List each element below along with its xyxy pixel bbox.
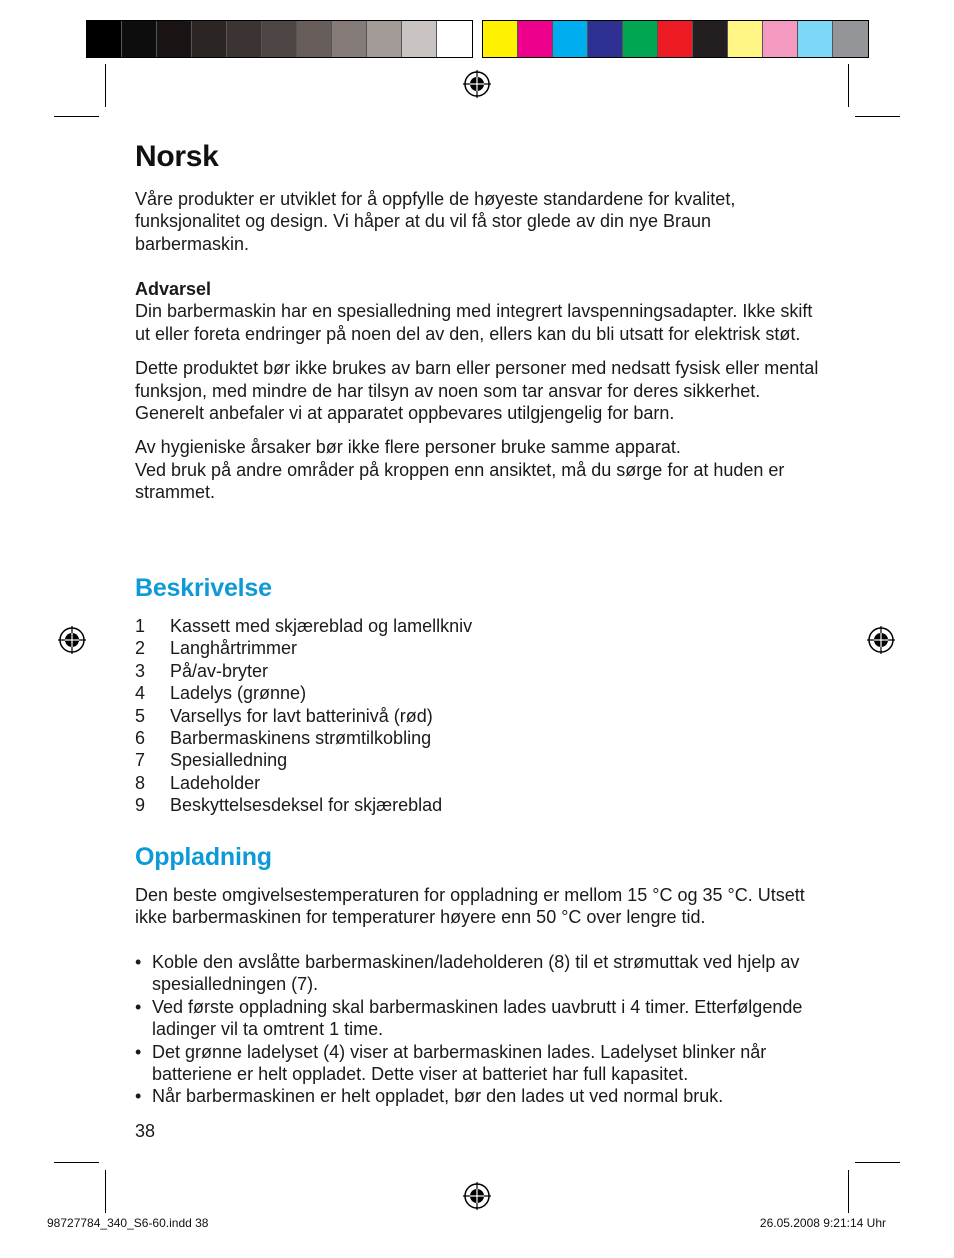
item-label: Ladelys (grønne): [170, 683, 307, 704]
color-swatch: [437, 21, 472, 57]
warning-section: [135, 278, 825, 504]
bullet-symbol: •: [135, 952, 142, 972]
color-swatch: [367, 21, 402, 57]
color-swatch: [483, 21, 518, 57]
color-swatch: [623, 21, 658, 57]
crop-mark: [105, 64, 106, 107]
color-swatch: [402, 21, 437, 57]
color-swatch: [518, 21, 553, 57]
crop-mark: [54, 1162, 99, 1163]
color-swatch: [588, 21, 623, 57]
section-heading-charging: Oppladning: [135, 843, 272, 871]
color-swatch: [332, 21, 367, 57]
item-number: 1: [135, 616, 146, 636]
color-swatch: [157, 21, 192, 57]
list-item: [135, 660, 472, 682]
item-number: 3: [135, 660, 146, 681]
intro-paragraph: [135, 188, 825, 255]
warning-paragraph: Ved bruk på andre områder på kroppen enn ansiktet, må du sørge for at huden er strammet.: [135, 459, 785, 503]
bullet-item: [135, 1041, 825, 1086]
color-swatch: [693, 21, 728, 57]
file-slug: 98727784_340_S6-60.indd 38: [47, 1216, 209, 1230]
item-label: På/av-bryter: [170, 660, 269, 681]
color-swatch: [798, 21, 833, 57]
registration-mark-icon: [462, 69, 492, 99]
item-number: 6: [135, 728, 146, 749]
item-number: 2: [135, 638, 146, 659]
color-swatch: [297, 21, 332, 57]
item-label: Langhårtrimmer: [170, 638, 298, 659]
item-label: Spesialledning: [170, 750, 288, 771]
registration-mark-icon: [57, 625, 87, 655]
list-item: [135, 682, 472, 704]
color-swatch: [728, 21, 763, 57]
bullet-text: Ved første oppladning skal barbermaskinen lades uavbrutt i 4 timer. Etterfølgende ladinger vil ta omtrent 1 time.: [152, 996, 803, 1040]
registration-mark-icon: [866, 625, 896, 655]
item-number: 8: [135, 772, 146, 793]
item-number: 4: [135, 683, 146, 704]
crop-mark: [54, 116, 99, 117]
list-item: [135, 705, 472, 727]
warning-paragraph: Av hygieniske årsaker bør ikke flere personer bruke samme apparat.: [135, 437, 681, 458]
color-swatch: [227, 21, 262, 57]
color-swatch: [262, 21, 297, 57]
list-item: [135, 615, 472, 637]
color-swatch: [763, 21, 798, 57]
warning-paragraph: Din barbermaskin har en spesialledning med integrert lavspenningsadapter. Ikke skift ut eller foreta endringer på noen del av den, ellers kan du bli utsatt for elektrisk støt.: [135, 301, 813, 344]
list-item: [135, 637, 472, 659]
color-swatch: [553, 21, 588, 57]
item-number: 7: [135, 750, 146, 771]
warning-title: Advarsel: [135, 279, 212, 299]
bullet-symbol: •: [135, 1041, 142, 1062]
crop-mark: [855, 116, 900, 117]
item-label: Varsellys for lavt batterinivå (rød): [170, 705, 433, 726]
warning-paragraph: Dette produktet bør ikke brukes av barn eller personer med nedsatt fysisk eller mental funksjon, med mindre de har tilsyn av noen som tar ansvar for deres sikkerhet. Generelt anbefaler vi at apparatet oppbevares utilgjengelig for barn.: [135, 358, 819, 424]
bullet-symbol: •: [135, 1086, 142, 1107]
grayscale-calibration-bar: [86, 20, 473, 58]
bullet-item: [135, 996, 825, 1041]
item-label: Barbermaskinens strømtilkobling: [170, 728, 432, 749]
item-label: Ladeholder: [170, 772, 261, 793]
bullet-symbol: •: [135, 996, 142, 1017]
list-item: [135, 772, 472, 794]
item-label: Kassett med skjæreblad og lamellkniv: [170, 616, 473, 636]
list-item: [135, 794, 472, 816]
date-slug: 26.05.2008 9:21:14 Uhr: [759, 1216, 886, 1230]
color-swatch: [87, 21, 122, 57]
bullet-text: Koble den avslåtte barbermaskinen/ladeholderen (8) til et strømuttak ved hjelp av spesialledningen (7).: [152, 952, 800, 995]
registration-mark-icon: [462, 1181, 492, 1211]
parts-list: [135, 615, 472, 817]
crop-mark: [855, 1162, 900, 1163]
color-swatch: [833, 21, 868, 57]
item-number: 9: [135, 795, 146, 816]
page-title: Norsk: [135, 140, 219, 173]
item-label: Beskyttelsesdeksel for skjæreblad: [170, 795, 443, 816]
charging-bullets: [135, 951, 825, 1108]
color-swatch: [658, 21, 693, 57]
intro-text: Våre produkter er utviklet for å oppfylle de høyeste standardene for kvalitet, funksjonalitet og design. Vi håper at du vil få stor glede av din nye Braun barbermaskin.: [135, 189, 736, 254]
bullet-text: Det grønne ladelyset (4) viser at barbermaskinen lades. Ladelyset blinker når batteriene er helt oppladet. Dette viser at batteriet har full kapasitet.: [152, 1041, 767, 1085]
crop-mark: [848, 1170, 849, 1213]
section-heading-description: Beskrivelse: [135, 574, 272, 602]
color-swatch: [122, 21, 157, 57]
color-calibration-bar: [482, 20, 869, 58]
item-number: 5: [135, 705, 146, 726]
bullet-item: [135, 1085, 825, 1107]
crop-mark: [105, 1170, 106, 1213]
charging-intro-text: Den beste omgivelsestemperaturen for oppladning er mellom 15 °C og 35 °C. Utsett ikke barbermaskinen for temperaturer høyere enn 50 °C over lengre tid.: [135, 885, 805, 928]
bullet-item: [135, 951, 825, 996]
charging-intro: [135, 884, 825, 929]
list-item: [135, 749, 472, 771]
color-swatch: [192, 21, 227, 57]
list-item: [135, 727, 472, 749]
page-number: 38: [135, 1121, 156, 1141]
crop-mark: [848, 64, 849, 107]
bullet-text: Når barbermaskinen er helt oppladet, bør den lades ut ved normal bruk.: [152, 1086, 724, 1107]
